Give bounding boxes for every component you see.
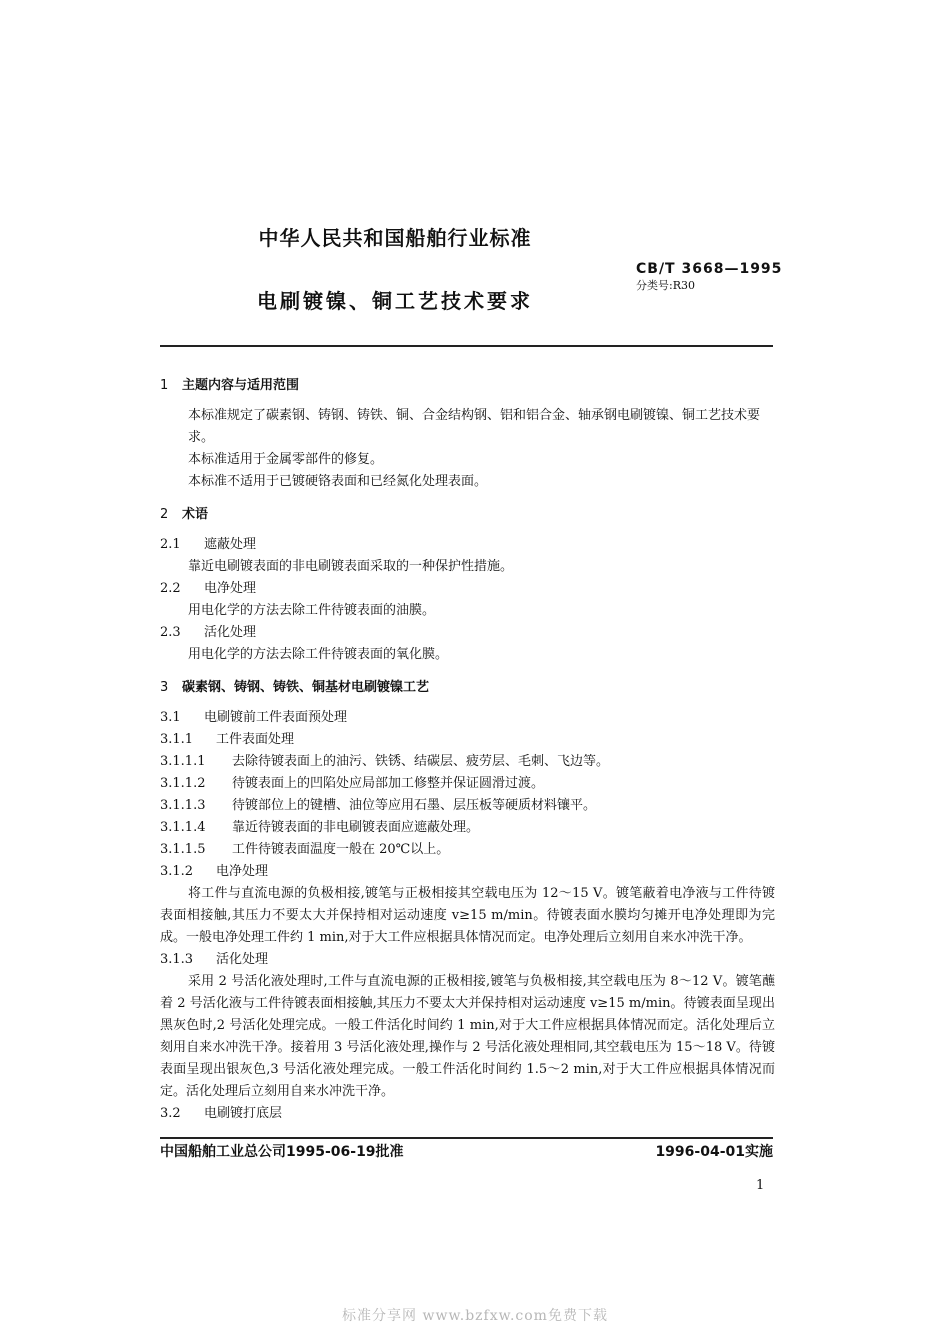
term-number: 2.1 bbox=[160, 537, 181, 552]
watermark: 标准分享网 www.bzfxw.com免费下载 bbox=[342, 1308, 608, 1324]
term-heading bbox=[160, 622, 775, 644]
term-name: 活化处理 bbox=[204, 625, 257, 640]
subsection-number: 3.1 bbox=[160, 710, 181, 725]
section-title: 主题内容与适用范围 bbox=[182, 378, 300, 393]
header-divider bbox=[160, 345, 773, 347]
term-number: 2.3 bbox=[160, 625, 181, 640]
section-title: 术语 bbox=[182, 507, 209, 522]
term-number: 2.2 bbox=[160, 581, 181, 596]
subsection-number: 3.1.2 bbox=[160, 864, 194, 879]
standard-code: CB/T 3668—1995 bbox=[636, 261, 783, 277]
subsection-heading bbox=[160, 1103, 775, 1125]
item-text: 待镀表面上的凹陷处应局部加工修整并保证圆滑过渡。 bbox=[232, 776, 545, 791]
item-number: 3.1.1.1 bbox=[160, 754, 206, 769]
list-item bbox=[160, 817, 775, 839]
subsection-title: 活化处理 bbox=[216, 952, 269, 967]
subsection-title: 电刷镀前工件表面预处理 bbox=[204, 710, 348, 725]
term-definition: 用电化学的方法去除工件待镀表面的氧化膜。 bbox=[188, 647, 449, 662]
classification-number: 分类号:R30 bbox=[636, 279, 695, 292]
subsection-number: 3.1.1 bbox=[160, 732, 194, 747]
implementation-date: 1996-04-01实施 bbox=[655, 1144, 773, 1160]
section-2-heading bbox=[160, 504, 775, 526]
term-heading bbox=[160, 534, 775, 556]
section-number: 3 bbox=[160, 680, 169, 695]
term-definition: 靠近电刷镀表面的非电刷镀表面采取的一种保护性措施。 bbox=[188, 559, 514, 574]
item-text: 去除待镀表面上的油污、铁锈、结碳层、疲劳层、毛刺、飞边等。 bbox=[232, 754, 610, 769]
item-number: 3.1.1.4 bbox=[160, 820, 206, 835]
item-text: 工件待镀表面温度一般在 20℃以上。 bbox=[232, 842, 450, 857]
paragraph: 本标准规定了碳素钢、铸钢、铸铁、铜、合金结构钢、铝和铝合金、轴承钢电刷镀镍、铜工艺技术要求。 bbox=[188, 408, 761, 445]
subsection-number: 3.2 bbox=[160, 1106, 181, 1121]
list-item bbox=[160, 839, 775, 861]
term-name: 电净处理 bbox=[204, 581, 257, 596]
list-item bbox=[160, 751, 775, 773]
item-number: 3.1.1.2 bbox=[160, 776, 206, 791]
paragraph: 本标准适用于金属零部件的修复。 bbox=[188, 452, 384, 467]
item-number: 3.1.1.5 bbox=[160, 842, 206, 857]
subsection-number: 3.1.3 bbox=[160, 952, 194, 967]
document-body bbox=[160, 375, 775, 1125]
term-heading bbox=[160, 578, 775, 600]
section-3-heading bbox=[160, 677, 775, 699]
subsection-heading bbox=[160, 949, 775, 971]
list-item bbox=[160, 773, 775, 795]
standard-title: 中华人民共和国船舶行业标准 bbox=[258, 226, 532, 250]
subsection-title: 电刷镀打底层 bbox=[204, 1106, 283, 1121]
document-title: 电刷镀镍、铜工艺技术要求 bbox=[257, 289, 533, 313]
approval-note: 中国船舶工业总公司1995-06-19批准 bbox=[160, 1144, 404, 1160]
section-title: 碳素钢、铸钢、铸铁、铜基材电刷镀镍工艺 bbox=[182, 680, 430, 695]
item-number: 3.1.1.3 bbox=[160, 798, 206, 813]
subsection-heading bbox=[160, 861, 775, 883]
list-item bbox=[160, 795, 775, 817]
section-number: 2 bbox=[160, 507, 169, 522]
section-1-heading bbox=[160, 375, 775, 397]
term-definition: 用电化学的方法去除工件待镀表面的油膜。 bbox=[188, 603, 436, 618]
subsection-heading bbox=[160, 707, 775, 729]
subsection-title: 工件表面处理 bbox=[216, 732, 295, 747]
subsection-title: 电净处理 bbox=[216, 864, 269, 879]
item-text: 靠近待镀表面的非电刷镀表面应遮蔽处理。 bbox=[232, 820, 480, 835]
paragraph: 本标准不适用于已镀硬铬表面和已经氮化处理表面。 bbox=[188, 474, 488, 489]
footer-divider bbox=[160, 1137, 773, 1139]
item-text: 待镀部位上的键槽、油位等应用石墨、层压板等硬质材料镶平。 bbox=[232, 798, 597, 813]
page-number: 1 bbox=[756, 1178, 765, 1193]
subsection-heading bbox=[160, 729, 775, 751]
term-name: 遮蔽处理 bbox=[204, 537, 257, 552]
paragraph: 将工件与直流电源的负极相接,镀笔与正极相接其空载电压为 12～15 V。镀笔蔽着电净液与工件待镀表面相接触,其压力不要太大并保持相对运动速度 v≥15 m/min。待镀表面水膜均匀摊开电净处理即为完成。一般电净处理工件约 1 min,对于大工件应根据具体情况而定。电净处理后立刻用自来水冲洗干净。 bbox=[160, 886, 775, 945]
section-number: 1 bbox=[160, 378, 169, 393]
paragraph: 采用 2 号活化液处理时,工件与直流电源的正极相接,镀笔与负极相接,其空载电压为 8～12 V。镀笔蘸着 2 号活化液与工件待镀表面相接触,其压力不要太大并保持相对运动速度 v≥15 m/min。待镀表面呈现出黑灰色时,2 号活化处理完成。一般工件活化时间约 1 min,对于大工件应根据具体情况而定。活化处理后立刻用自来水冲洗干净。接着用 3 号活化液处理,操作与 2 号活化液处理相同,其空载电压为 15～18 V。待镀表面呈现出银灰色,3 号活化液处理完成。一般工件活化时间约 1.5～2 min,对于大工件应根据具体情况而定。活化处理后立刻用自来水冲洗干净。 bbox=[160, 974, 775, 1099]
